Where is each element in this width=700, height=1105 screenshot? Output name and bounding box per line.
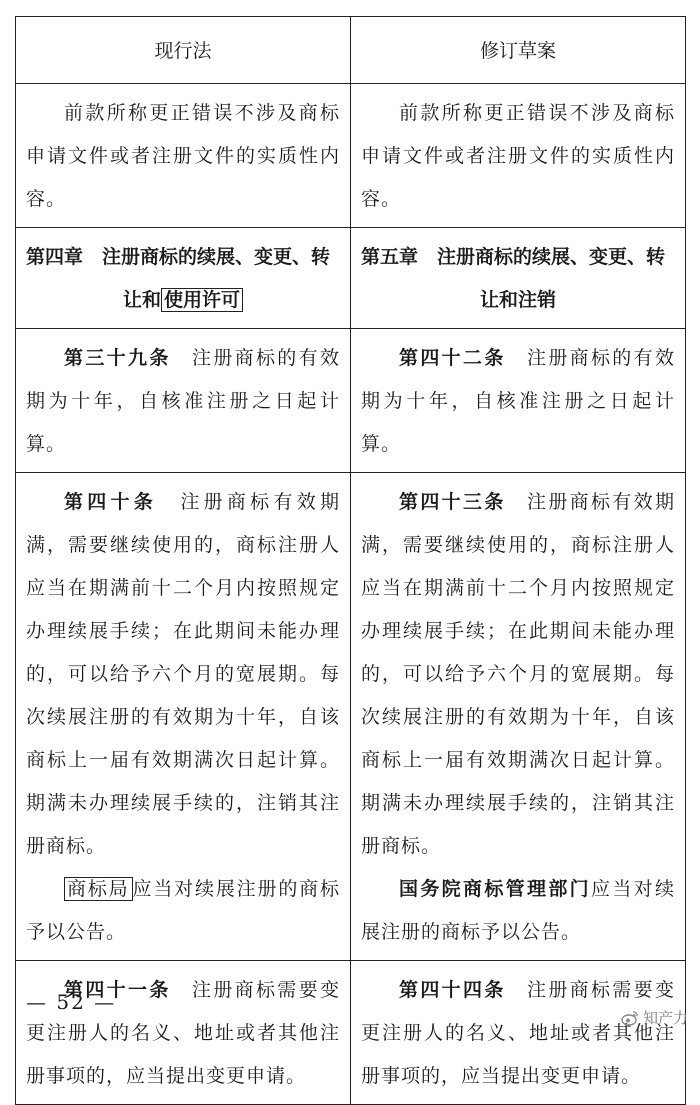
boxed-term: 商标局 — [64, 877, 133, 901]
paragraph — [26, 868, 340, 954]
cell-revised — [351, 961, 686, 1105]
cell-revised — [351, 473, 686, 961]
article-number: 第三十九条 — [64, 347, 171, 369]
chapter-heading — [26, 236, 340, 322]
weibo-icon — [621, 1010, 639, 1026]
article — [26, 337, 340, 466]
table-row — [16, 473, 686, 961]
watermark — [621, 1007, 688, 1028]
article-text: 注册商标的有效期为十年，自核准注册之日起计算。 — [361, 347, 675, 455]
cell-current — [16, 473, 351, 961]
article-number: 第四十三条 — [399, 491, 506, 513]
cell-current — [16, 228, 351, 329]
table-row — [16, 228, 686, 329]
article — [361, 337, 675, 466]
article-number: 第四十四条 — [399, 979, 506, 1001]
article-text: 注册商标需要变更注册人的名义、地址或者其他注册事项的，应当提出变更申请。 — [26, 979, 340, 1087]
cell-current — [16, 84, 351, 228]
boxed-term: 使用许可 — [161, 288, 243, 312]
article-number: 第四十一条 — [64, 979, 171, 1001]
article-text: 注册商标需要变更注册人的名义、地址或者其他注册事项的，应当提出变更申请。 — [361, 979, 675, 1087]
header-current-law: 现行法 — [16, 17, 351, 84]
article — [26, 969, 340, 1098]
chapter-heading-line2: 让和注销 — [479, 289, 556, 311]
watermark-text: 知产力 — [642, 1009, 688, 1027]
table-row — [16, 84, 686, 228]
chapter-heading-line1: 第四章 注册商标的续展、变更、转 — [26, 246, 331, 268]
table-row — [16, 329, 686, 473]
cell-revised — [351, 228, 686, 329]
cell-current — [16, 329, 351, 473]
bold-term: 国务院商标管理部门 — [399, 878, 591, 900]
article-text: 注册商标的有效期为十年，自核准注册之日起计算。 — [26, 347, 340, 455]
chapter-heading-line1: 第五章 注册商标的续展、变更、转 — [361, 246, 666, 268]
article-number: 第四十二条 — [399, 347, 506, 369]
table-header-row — [16, 17, 686, 84]
paragraph-text: 应当对续展注册的商标予以公告。 — [361, 878, 675, 943]
paragraph: 前款所称更正错误不涉及商标申请文件或者注册文件的实质性内容。 — [361, 102, 675, 210]
cell-revised — [351, 329, 686, 473]
article-text: 注册商标有效期满，需要继续使用的，商标注册人应当在期满前十二个月内按照规定办理续展手续；在此期间未能办理的，可以给予六个月的宽展期。每次续展注册的有效期为十年，自该商标上一届有效期满次日起计算。期满未办理续展手续的，注销其注册商标。 — [26, 491, 340, 857]
chapter-heading-line2 — [26, 279, 340, 322]
article-text: 注册商标有效期满，需要继续使用的，商标注册人应当在期满前十二个月内按照规定办理续展手续；在此期间未能办理的，可以给予六个月的宽展期。每次续展注册的有效期为十年，自该商标上一届有效期满次日起计算。期满未办理续展手续的，注销其注册商标。 — [361, 491, 675, 857]
cell-current — [16, 961, 351, 1105]
chapter-heading — [361, 236, 675, 322]
paragraph-text: 应当对续展注册的商标予以公告。 — [26, 878, 340, 943]
header-revised-draft: 修订草案 — [351, 17, 686, 84]
cell-revised — [351, 84, 686, 228]
article — [361, 481, 675, 868]
paragraph: 前款所称更正错误不涉及商标申请文件或者注册文件的实质性内容。 — [26, 102, 340, 210]
comparison-table — [15, 16, 686, 1105]
article — [26, 481, 340, 868]
chapter-heading-text: 让和 — [122, 289, 161, 311]
table-row — [16, 961, 686, 1105]
paragraph — [361, 868, 675, 954]
article-number: 第四十条 — [64, 491, 158, 513]
article — [361, 969, 675, 1098]
page-number: — 52 — — [26, 990, 117, 1014]
